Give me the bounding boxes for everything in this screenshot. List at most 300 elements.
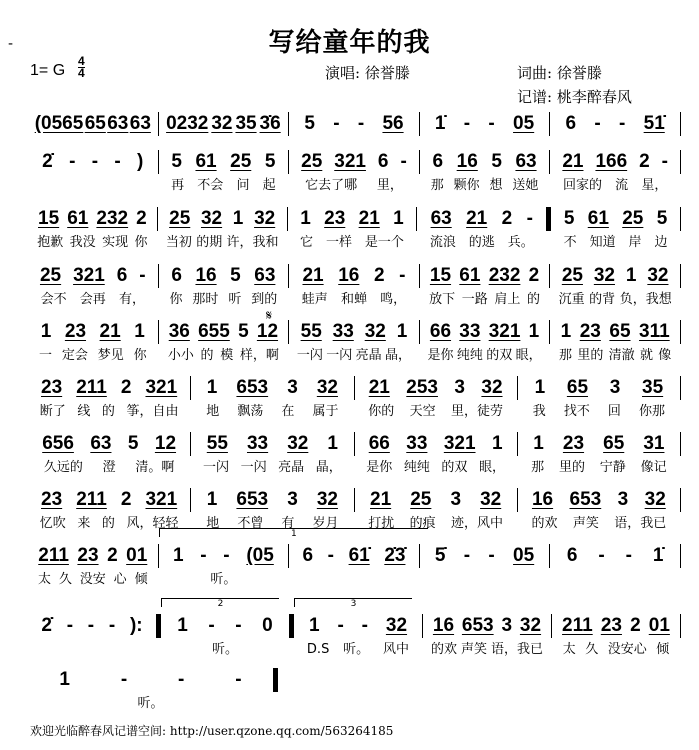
- measure-notes: [557, 205, 674, 233]
- note-group: 5: [238, 321, 249, 342]
- measure-lyrics: [429, 640, 545, 660]
- measure: [28, 486, 190, 534]
- note-group: 01: [648, 615, 670, 636]
- lyric-syllables: 忆吹: [39, 516, 66, 531]
- measure-notes: [295, 542, 413, 570]
- note-group: 61: [67, 208, 89, 229]
- measure-lyrics: [165, 346, 283, 366]
- measure: [551, 205, 680, 253]
- barline: [680, 320, 681, 344]
- lyric-syllables: 我没: [69, 235, 96, 250]
- lyric-syllables: 你: [169, 292, 183, 307]
- lyric-syllables: 送她: [512, 178, 539, 193]
- lyric-syllables: 听。: [343, 642, 370, 657]
- measure: [518, 486, 680, 534]
- lyric-syllables: 里的: [577, 348, 604, 363]
- lyric-syllables: 的欢: [531, 516, 558, 531]
- measure-lyrics: [165, 290, 283, 310]
- lyric-syllables: 的痕: [409, 516, 436, 531]
- measure: [289, 148, 419, 196]
- lyric-syllables: 纯纯: [456, 348, 483, 363]
- note-group: 5̇: [434, 545, 446, 566]
- note-group: -: [594, 113, 601, 134]
- lyric-syllables: 流浪: [429, 235, 456, 250]
- note-group: 12: [154, 433, 177, 454]
- note-group: 32: [593, 265, 615, 286]
- lyric-syllables: 听。: [210, 572, 237, 587]
- note-group: 32: [287, 433, 309, 454]
- note-group: 3̇6: [259, 113, 281, 134]
- measure-notes: [295, 148, 413, 176]
- measure-notes: [34, 374, 184, 402]
- measure-notes: [294, 205, 411, 233]
- measure-notes: [34, 262, 152, 290]
- note-group: 25: [622, 208, 644, 229]
- lyric-syllables: 澄: [102, 460, 116, 475]
- note-group: 321: [334, 151, 366, 172]
- note-group: 3: [609, 377, 621, 398]
- measure: [159, 529, 297, 590]
- note-group: -: [463, 545, 471, 566]
- note-group: -: [91, 151, 99, 172]
- note-group: 21: [370, 489, 392, 510]
- note-group: 1: [396, 321, 408, 342]
- note-group: 1: [172, 545, 184, 566]
- lyric-syllables: 风中: [383, 642, 410, 657]
- lyric-syllables: 许，我和: [226, 235, 279, 250]
- note-group: 55: [300, 321, 322, 342]
- lyric-syllables: 亮晶: [355, 348, 382, 363]
- barline: [273, 668, 278, 692]
- volta-bracket: 3: [294, 598, 412, 607]
- lyric-syllables: 问: [236, 178, 250, 193]
- lyric-syllables: 清。啊: [135, 460, 175, 475]
- lyric-syllables: 想: [489, 178, 503, 193]
- note-group: 1: [300, 208, 311, 229]
- measure-lyrics: [34, 176, 152, 196]
- note-group: 33: [406, 433, 428, 454]
- note-group: 1: [206, 489, 218, 510]
- lyric-syllables: 颗你: [453, 178, 480, 193]
- measure: [355, 430, 517, 478]
- margin-mark: -: [8, 36, 14, 52]
- measure-notes: [197, 486, 347, 514]
- note-group: 1: [206, 377, 218, 398]
- lyric-syllables: 久: [58, 572, 72, 587]
- note-group: 6: [171, 265, 182, 286]
- note-group: ): [137, 151, 144, 172]
- lyric-syllables: 那: [430, 178, 444, 193]
- measure-notes: [295, 262, 413, 290]
- note-group: 1: [528, 321, 540, 342]
- note-group: 65: [84, 113, 106, 134]
- lyric-syllables: 起: [262, 178, 276, 193]
- note-group: 15: [429, 265, 452, 286]
- score-line: [28, 148, 681, 196]
- note-group: 65: [603, 433, 625, 454]
- score-line: [28, 430, 681, 478]
- note-group: ):: [129, 615, 143, 636]
- measure-notes: [34, 318, 152, 346]
- lyric-syllables: 没安: [79, 572, 106, 587]
- lyric-syllables: 宁静: [599, 460, 626, 475]
- measure: [550, 318, 680, 366]
- note-group: -: [598, 545, 605, 566]
- note-group: 21: [302, 265, 324, 286]
- note-group: 1: [625, 265, 637, 286]
- time-signature: [78, 56, 85, 79]
- measure-notes: [556, 262, 674, 290]
- note-group: 1: [560, 321, 572, 342]
- measure: [420, 318, 550, 366]
- note-group: 6: [377, 151, 389, 172]
- note-group: 23: [600, 615, 622, 636]
- lyric-syllables: 是一个: [364, 235, 404, 250]
- measure: [550, 262, 680, 310]
- measure-lyrics: [34, 640, 150, 660]
- measure: [28, 430, 190, 478]
- barline: [680, 614, 681, 638]
- measure: [355, 486, 517, 534]
- note-group: 2: [120, 377, 132, 398]
- measure-notes: [197, 430, 347, 458]
- barline: [680, 112, 681, 136]
- note-group: 1: [491, 433, 503, 454]
- note-group: 32: [385, 615, 408, 636]
- note-group: 32: [316, 377, 338, 398]
- measure-notes: [167, 612, 283, 640]
- lyric-syllables: 心: [113, 572, 127, 587]
- note-group: 32: [200, 208, 223, 229]
- measure: [518, 374, 680, 422]
- note-group: 33: [332, 321, 354, 342]
- note-group: 6: [566, 545, 578, 566]
- note-group: 2: [136, 208, 147, 229]
- lyric-syllables: 那时: [192, 292, 219, 307]
- measure: [191, 430, 353, 478]
- lyric-syllables: 听。: [211, 642, 238, 657]
- lyric-syllables: 听。: [137, 696, 164, 711]
- note-group: 56: [382, 113, 404, 134]
- note-group: 2: [528, 265, 540, 286]
- note-group: 55: [206, 433, 228, 454]
- lyric-syllables: 太: [37, 572, 51, 587]
- note-group: 61̇: [348, 545, 370, 566]
- note-group: 25: [39, 265, 62, 286]
- note-group: -: [235, 669, 242, 690]
- note-group: 1̇: [652, 545, 664, 566]
- note-group: 32: [316, 489, 338, 510]
- note-group: 653: [236, 377, 269, 398]
- composer-credit: 词曲: 徐誉滕: [517, 64, 602, 82]
- measure: [420, 262, 550, 310]
- measure: [28, 542, 158, 590]
- measure-lyrics: [165, 570, 283, 590]
- note-group: 211: [76, 489, 107, 510]
- measure: [550, 148, 680, 196]
- measure-notes: [426, 262, 544, 290]
- measure-notes: [556, 318, 674, 346]
- lyric-syllables: 的双: [486, 348, 513, 363]
- measure: [191, 374, 353, 422]
- lyric-syllables: 抱歉: [37, 235, 64, 250]
- note-group: 32: [647, 265, 669, 286]
- lyric-syllables: 没安心: [607, 642, 647, 657]
- lyric-syllables: 的: [527, 292, 541, 307]
- lyric-syllables: 里的: [558, 460, 585, 475]
- note-group: 0232: [166, 113, 209, 134]
- lyric-syllables: 你: [134, 235, 148, 250]
- note-group: 63: [129, 113, 151, 134]
- measure-lyrics: [426, 346, 544, 366]
- note-group: 32: [519, 615, 542, 636]
- lyric-syllables: 太: [562, 642, 576, 657]
- footer-text: 欢迎光临醉春风记谱空间: http://user.qzone.qq.com/563264185: [30, 724, 394, 738]
- lyric-syllables: D.S: [306, 642, 330, 657]
- measure-lyrics: [295, 570, 413, 590]
- note-group: -: [66, 615, 74, 636]
- lyric-syllables: 听: [228, 292, 242, 307]
- lyric-syllables: 再: [171, 178, 185, 193]
- note-group: 6: [432, 151, 444, 172]
- note-group: 6: [565, 113, 577, 134]
- note-group: 23: [64, 321, 87, 342]
- note-group: 1: [533, 433, 544, 454]
- lyric-syllables: 迹，风中: [451, 516, 504, 531]
- lyric-syllables: 那: [559, 348, 573, 363]
- note-group: 653: [461, 615, 494, 636]
- measure: [28, 148, 158, 196]
- measure-notes: [524, 374, 674, 402]
- lyric-syllables: 是你: [366, 460, 393, 475]
- measure: [28, 666, 273, 714]
- note-group: 01: [126, 545, 148, 566]
- note-group: -: [327, 545, 334, 566]
- note-group: 16: [195, 265, 217, 286]
- lyric-syllables: 亮晶: [278, 460, 305, 475]
- note-group: 232: [488, 265, 521, 286]
- note-group: 3: [450, 489, 462, 510]
- note-group: 25: [169, 208, 191, 229]
- note-group: 2: [107, 545, 118, 566]
- note-group: 3: [454, 377, 465, 398]
- measure: [294, 599, 422, 660]
- note-group: 33: [459, 321, 481, 342]
- barline: [680, 264, 681, 288]
- note-group: 5: [304, 113, 315, 134]
- measure-notes: [34, 205, 151, 233]
- note-group: 2: [120, 489, 132, 510]
- note-group: (05: [246, 545, 274, 566]
- volta-bracket: 1: [159, 528, 429, 537]
- lyric-syllables: 的: [101, 404, 115, 419]
- barline: [680, 376, 681, 400]
- measure-lyrics: [197, 402, 347, 422]
- measure-lyrics: [556, 570, 674, 590]
- lyric-syllables: 回家的: [562, 178, 602, 193]
- note-group: 63: [107, 113, 129, 134]
- measure-notes: [556, 542, 674, 570]
- lyric-syllables: 你那: [638, 404, 665, 419]
- lyric-syllables: 的: [101, 516, 115, 531]
- measure: [28, 205, 157, 253]
- measure-notes: [426, 110, 544, 138]
- note-group: 66: [368, 433, 390, 454]
- note-group: 16: [432, 615, 455, 636]
- measure-notes: [423, 205, 540, 233]
- lyric-syllables: 有: [281, 516, 295, 531]
- measure: [423, 612, 551, 660]
- lyric-syllables: 的双: [441, 460, 468, 475]
- note-group: 2: [373, 265, 385, 286]
- measure: [420, 148, 550, 196]
- measure-notes: [34, 612, 150, 640]
- lyric-syllables: 久远的: [43, 460, 83, 475]
- note-group: 253: [406, 377, 438, 398]
- lyric-syllables: 的期: [196, 235, 223, 250]
- note-group: 5: [491, 151, 502, 172]
- lyric-syllables: 边: [654, 235, 668, 250]
- score-line: [28, 318, 681, 366]
- transcriber-credit: 记谱: 桃李醉春风: [517, 88, 632, 106]
- lyric-syllables: 语，我已: [490, 642, 543, 657]
- measure-lyrics: [426, 176, 544, 196]
- note-group: 23: [579, 321, 601, 342]
- measure-notes: [426, 148, 544, 176]
- score-line: [28, 374, 681, 422]
- lyric-syllables: 地: [206, 404, 220, 419]
- lyric-syllables: 有，: [118, 292, 145, 307]
- lyric-syllables: 会不: [40, 292, 67, 307]
- measure: [518, 430, 680, 478]
- note-group: -: [114, 151, 121, 172]
- measure-lyrics: [165, 176, 283, 196]
- measure-lyrics: [361, 402, 511, 422]
- lyric-syllables: 一路: [461, 292, 488, 307]
- lyric-syllables: 岁月: [312, 516, 339, 531]
- lyric-syllables: 在: [281, 404, 295, 419]
- note-group: 321: [73, 265, 105, 286]
- note-group: 66: [429, 321, 452, 342]
- note-group: 1: [59, 669, 70, 690]
- lyric-syllables: 我: [532, 404, 546, 419]
- measure-notes: [34, 148, 152, 176]
- note-group: 2̇: [42, 151, 53, 172]
- lyric-syllables: 不曾: [237, 516, 264, 531]
- measure: [552, 612, 680, 660]
- lyric-syllables: 蛙声: [301, 292, 328, 307]
- measure-lyrics: [295, 290, 413, 310]
- measure-notes: [295, 110, 413, 138]
- lyric-syllables: 像: [658, 348, 672, 363]
- measure-lyrics: [34, 458, 184, 478]
- lyric-syllables: 和蝉: [340, 292, 367, 307]
- lyric-syllables: 你的: [368, 404, 395, 419]
- note-group: 21: [562, 151, 584, 172]
- score-line: [28, 529, 681, 590]
- note-group: -: [357, 113, 365, 134]
- note-group: 0: [262, 615, 273, 636]
- note-group: 63: [430, 208, 452, 229]
- note-group: 6: [302, 545, 314, 566]
- lyric-syllables: 岸: [628, 235, 642, 250]
- note-group: 63: [515, 151, 537, 172]
- note-group: 1̇: [434, 113, 446, 134]
- measure-notes: [164, 205, 281, 233]
- note-group: -: [625, 545, 632, 566]
- note-group: 23: [41, 377, 63, 398]
- measure: [28, 262, 158, 310]
- lyric-syllables: 声笑: [572, 516, 599, 531]
- lyric-syllables: 里，: [376, 178, 403, 193]
- lyric-syllables: 负，我想: [619, 292, 672, 307]
- measure: [289, 262, 419, 310]
- lyric-syllables: 实现: [102, 235, 129, 250]
- note-group: 61: [195, 151, 217, 172]
- note-group: 32: [364, 321, 386, 342]
- note-group: 51̇: [643, 113, 665, 134]
- lyric-syllables: 一闪: [240, 460, 267, 475]
- note-group: 5: [171, 151, 182, 172]
- note-group: 35: [235, 113, 257, 134]
- measure-lyrics: [34, 233, 151, 253]
- note-group: 31: [643, 433, 665, 454]
- barline: [680, 207, 681, 231]
- note-group: 65: [566, 377, 589, 398]
- measure-lyrics: [426, 290, 544, 310]
- note-group: 32: [254, 208, 276, 229]
- lyric-syllables: 倾: [134, 572, 148, 587]
- note-group: 1: [327, 433, 338, 454]
- note-group: 653: [569, 489, 602, 510]
- lyric-syllables: 一样: [325, 235, 352, 250]
- lyric-syllables: 的欢: [430, 642, 457, 657]
- measure-lyrics: [295, 346, 413, 366]
- song-title: 写给童年的我: [268, 28, 431, 58]
- measure-notes: [426, 542, 544, 570]
- note-group: -: [333, 113, 340, 134]
- measure: [159, 318, 289, 366]
- measure-notes: [197, 374, 347, 402]
- note-group: 25: [410, 489, 432, 510]
- lyric-syllables: 晶，: [385, 348, 412, 363]
- note-group: 16: [338, 265, 360, 286]
- measure: [28, 374, 190, 422]
- segno-sign: 𝄋: [266, 308, 273, 324]
- note-group: 3: [617, 489, 629, 510]
- lyric-syllables: 星，: [641, 178, 668, 193]
- lyric-syllables: 倾: [656, 642, 670, 657]
- lyric-syllables: 眼，: [478, 460, 505, 475]
- note-group: 12: [256, 321, 279, 342]
- measure-notes: [165, 148, 283, 176]
- measure-lyrics: [295, 176, 413, 196]
- note-group: -: [619, 113, 626, 134]
- measure: [550, 542, 680, 590]
- measure-notes: [165, 542, 283, 570]
- measure-notes: [34, 542, 152, 570]
- measure: [191, 486, 353, 534]
- measure-lyrics: [34, 346, 152, 366]
- measure-notes: [361, 430, 511, 458]
- note-group: 25: [561, 265, 583, 286]
- measure-lyrics: [426, 570, 544, 590]
- lyric-syllables: 断了: [39, 404, 66, 419]
- note-group: (0565: [34, 113, 84, 134]
- lyric-syllables: 声笑: [460, 642, 487, 657]
- note-group: 25: [301, 151, 323, 172]
- measure: [161, 599, 289, 660]
